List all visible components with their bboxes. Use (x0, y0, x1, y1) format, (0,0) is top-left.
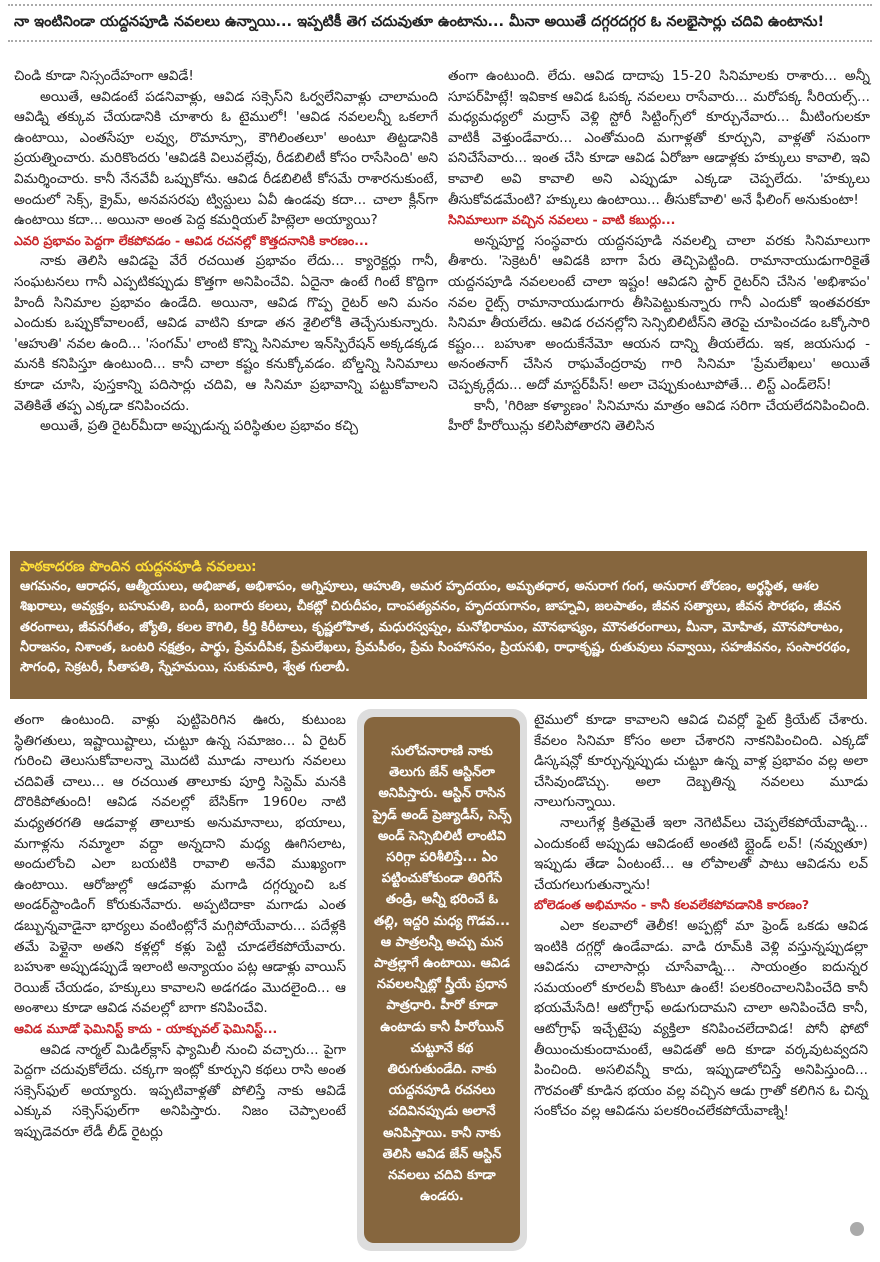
pull-quote-band (8, 4, 872, 42)
paragraph: అయితే, ప్రతి రైటర్‌మీదా అప్పుడున్న పరిస్థితుల ప్రభావం కచ్చి (40, 418, 358, 435)
subheading: సినిమాలుగా వచ్చిన నవలలు - వాటి కబుర్లు... (448, 212, 676, 228)
subheading: ఎవరి ప్రభావం పెద్దగా లేకపోవడం - ఆవిడ రచనల్లో కొత్తదనానికి కారణం... (14, 232, 369, 248)
article-column-2 (448, 66, 870, 437)
paragraph: నాకు తెలిసి ఆవిడపై వేరే రచయిత ప్రభావం లేదు... క్యారెక్టర్లు గానీ, సంఘటనలు గానీ ఎప్పటికప్పుడు కొత్తగా అనిపించేవి. ఏదైనా ఉంటే గింటే కొద్దిగా హిందీ సినిమాల ప్రభావం ఉండేది. అయినా, ఆవిడ గొప్ప రైటర్ అని మనం ఎందుకు ఒప్పుకోవాలంటే, ఆవిడ వాటిని కూడా తన శైలిలోకి తెచ్చేసుకున్నారు. 'ఆహుతి' నవల ఉంది... 'సంగమ్' లాంటి కొన్ని సినిమాల ఇన్‌స్పిరేషన్ అక్కడక్కడ మనకి కనిపిస్తూ ఉంటుంది... కానీ చాలా కష్టం కనుక్కోవడం. బోల్డన్ని సినిమాలు కూడా చూసి, పుస్తకాన్ని పదిసార్లు చదివి, ఆ సినిమా ప్రభావాన్ని పట్టుకోవాలని వెతికితే తప్ప ఎక్కడా కనిపించదు. (14, 253, 438, 414)
end-mark-icon (850, 1222, 864, 1236)
sidebar-quote-box (357, 709, 527, 1251)
article-column-3 (14, 710, 346, 1142)
sidebar-quote: సులోచనారాణి నాకు తెలుగు జేన్ ఆస్టిన్‌లా అనిపిస్తారు. ఆస్టిన్ రాసిన ప్రైడ్ అండ్ ప్రెజ్యుడీస్, సెన్స్ అండ్ సెన్సిబిలిటీ లాంటివి సరిగ్గా పరిశీలిస్తే... ఏం పట్టించుకోకుండా తిరిగేసే తండ్రి, అన్నీ భరించే ఓ తల్లి, ఇద్దరి మధ్య గొడవ... ఆ పాత్రలన్నీ అచ్చు మన పాత్రల్లాగే ఉంటాయి. ఆవిడ నవలలన్నీట్లో స్త్రీయే ప్రధాన పాత్రధారి. హీరో కూడా ఉంటాడు కానీ హీరోయిన్ చుట్టూనే కథ తిరుగుతుండేది. నాకు యద్దనపూడి రచనలు చదివినప్పుడు అలానే అనిపిస్తాయి. కానీ నాకు తెలిసి ఆవిడ జేన్ ఆస్టిన్ నవలలు చదివి కూడా ఉండరు. (364, 717, 520, 1243)
paragraph: నాలుగేళ్ల క్రితమైతే ఇలా నెగెటివ్‌లు చెప్పలేకపోయేవాడ్ని... ఎందుకంటే అప్పుడు ఆవిడంటే అంతటి బ్లైండ్ లవ్! (నవ్వుతూ) ఇప్పుడు తేడా ఏంటంటే... ఆ లోపాలతో పాటు ఆవిడను లవ్ చేయగలుగుతున్నాను! (534, 814, 868, 893)
paragraph: కానీ, 'గిరిజా కళ్యాణం' సినిమాను మాత్రం ఆవిడ సరిగా చేయలేదనిపించింది. హీరో హీరోయిన్లు కలిసిపోతారని తెలిసిన (448, 397, 870, 435)
paragraph: టైములో కూడా కావాలని ఆవిడ చివర్లో ఫైట్ క్రియేట్ చేశారు. కేవలం సినిమా కోసం అలా చేశారని నాకనిపించింది. ఎక్కడో డిస్కషన్లో కూర్చున్నప్పుడు చుట్టూ ఉన్న వాళ్ల ప్రభావం వల్ల అలా చేసివుండొచ్చు. అలా దెబ్బతిన్న నవలలు మూడు నాలుగున్నాయి. (534, 712, 868, 811)
novels-box-title: పాఠకాదరణ పొందిన యద్దనపూడి నవలలు: (20, 559, 257, 575)
paragraph: ఆవిడ నార్మల్ మిడిల్‌క్లాస్ ఫ్యామిలీ నుంచి వచ్చారు... పైగా పెద్దగా చదువుకోలేదు. చక్కగా ఇంట్లో కూర్చుని కథలు రాసి అంత సక్సెస్‌ఫుల్ అయ్యారు. ఇప్పటివాళ్లతో పోలిస్తే నాకు ఆవిడే ఎక్కువ సక్సెస్‌ఫుల్‌గా అనిపిస్తారు. నిజం చెప్పాలంటే ఇప్పుడెవరూ లేడీ లీడ్ రైటర్లు (14, 1041, 346, 1140)
paragraph: తంగా ఉంటుంది. వాళ్లు పుట్టిపెరిగిన ఊరు, కుటుంబ స్థితిగతులు, ఇష్టాయిష్టాలు, చుట్టూ ఉన్న సమాజం... ఏ రైటర్ గురించి తెలుసుకోవాలన్నా మొదటి మూడు నాలుగు నవలలు చదివితే చాలు... ఆ రచయిత తాలూకు పూర్తి సిస్టెమ్ మనకి దొరికిపోతుంది! ఆవిడ నవలల్లో బేసిక్‌గా 1960ల నాటి మధ్యతరగతి ఆడవాళ్ల తాలూకు అనుమానాలు, భయాలు, మగాళ్లను నమ్మాలా వద్దా అన్నదాని మధ్య ఊగిసలాట, అందులోంచి ఎలా బయటికి రావాలి అనేవి ముఖ్యంగా ఉంటాయి. ఆరోజుల్లో ఆడవాళ్లు మగాడి దగ్గర్నుంచి ఒక అండర్‌స్టాండింగ్ కోరుకునేవారు. అప్పటిదాకా మగాడు ఎంత డబ్బున్నవాడైనా భార్యలు వంటింట్లోనే మగ్గిపోయేవారు... పదేళ్లకి తమే పెళ్లైనా అతని కళ్లల్లో కళ్లు పెట్టి చూడలేకపోయేవారు. బహుశా అప్పుడప్పుడే ఇలాంటి అన్యాయం పట్ల ఆడాళ్లు వాయిస్ రెయిజ్ చేయడం, హక్కులు కావాలని అడగడం మొదలైంది... ఆ అంశాలు కూడా ఆవిడ నవలల్లో బాగా కనిపించేవి. (14, 712, 346, 1017)
article-column-1 (14, 66, 438, 437)
paragraph: తంగా ఉంటుంది. లేదు. ఆవిడ దాదాపు 15-20 సినిమాలకు రాశారు... అన్నీ సూపర్‌హిట్లే! ఇవికాక ఆవిడ ఓపక్క నవలలు రాసేవారు... మరోపక్క సీరియల్స్... మధ్యమధ్యలో మద్రాస్ వెళ్లి స్టోరీ సిట్టింగ్స్‌లో కూర్చునేవారు... మీటింగులకూ వాటికీ వెళ్తుండేవారు... ఎంతోమంది మగాళ్లతో కూర్చుని, వాళ్లతో సమంగా పనిచేసేవారు... ఇంత చేసి కూడా ఆవిడ ఏరోజూ ఆడాళ్లకు హక్కులు కావాలి, ఇవి కావాలి అవి కావాలి అని ఎప్పుడూ ఎక్కడా చెప్పలేదు. 'హక్కులు తీసుకోవడమేంటి? హక్కులు ఉంటాయి... తీసుకోవాలి' అనే ఫీలింగ్ అనుకుంటా! (448, 68, 870, 208)
paragraph: ఎలా కలవాలో తెలీక! అప్పట్లో మా ఫ్రెండ్ ఒకడు ఆవిడ ఇంటికి దగ్గర్లో ఉండేవాడు. వాడి రూమ్‌కి వెళ్లి వస్తున్నప్పుడల్లా ఆవిడను చాలాసార్లు చూసేవాడ్ని... సాయంత్రం ఐదున్నర సమయంలో కూరలవీ కొంటూ ఉంటే! పలకరించాలనిపించేది కానీ భయమేసేది! ఆటోగ్రాఫ్ అడుగుదామని చాలా అనిపించేది కానీ, ఆటోగ్రాఫ్ ఇచ్చేటైపు వ్యక్తిలా కనిపించలేదావిడ! పోనీ ఫోటో తీయించుకుందామంటే, ఆవిడతో అది కూడా వర్కవుటవ్వదని పించింది. అసలివన్నీ కాదు, ఇప్పుడాలోచిస్తే అనిపిస్తుంది... గౌరవంతో కూడిన భయం వల్ల వచ్చిన ఆడు గ్రాతో కలిగిన ఓ చిన్న సంకోచం వల్ల ఆవిడను పలకరించలేకపోయేవాణ్ని! (534, 917, 868, 1120)
paragraph: అన్నపూర్ణ సంస్థవారు యద్దనపూడి నవలల్ని చాలా వరకు సినిమాలుగా తీశారు. 'సెక్రెటరీ' ఆవిడకి బాగా పేరు తెచ్చిపెట్టింది. రామానాయుడుగారికైతే యద్దనపూడి నవలలంటే చాలా ఇష్టం! ఆవిడని స్టార్ రైటర్‌ని చేసిన 'అభిశాపం' నవల రైట్స్ రామానాయుడుగారు తీసిపెట్టుకున్నారు గానీ ఎందుకో ఇంతవరకూ సినిమా తీయలేదు. ఆవిడ రచనల్లోని సెన్సిబిలిటీస్‌ని తెరపై చూపించడం ఒక్కోసారి కష్టం... బహుశా అందుకేనేమో ఆయన దాన్ని తీయలేదు. ఇక, జయసుధ - అనంతనాగ్ చేసిన రాఘవేంద్రరావు గారి సినిమా 'ప్రేమలేఖలు' అయితే చెప్పక్కర్లేదు... అదో మాస్టర్‌పీస్! అలా చెప్పుకుంటూపోతే... లిస్ట్ ఎండ్‌లెస్! (448, 232, 870, 393)
article-column-4 (534, 710, 868, 1122)
subheading: బోలెడంత అభిమానం - కానీ కలవలేకపోవడానికి కారణం? (534, 897, 810, 913)
paragraph: అయితే, ఆవిడంటే పడనివాళ్లు, ఆవిడ సక్సెస్‌ని ఓర్వలేనివాళ్లు చాలామంది ఆవిడ్ని తక్కువ చేయడానికి చూశారు ఓ టైములో! 'ఆవిడ నవలలన్నీ ఒకలాగే ఉంటాయి, ఎంతసేపూ లవ్వు, రొమాన్సూ, కౌగిలింతలూ' అంటూ తిట్టడానికి ప్రయత్నించారు. మరికొందరు 'ఆవిడకి విలువల్లేవు, రీడబిలిటీ కోసం రాసేసింది' అని విమర్శించారు. కానీ నేనవేవీ ఒప్పుకోను. ఆవిడ రీడబిలిటీ కోసమే రాశారనుకుంటే, అందులో సెక్స్, క్రైమ్, అనవసరపు ట్విస్టులు ఏవీ ఉండవు కదా... చాలా క్లీన్‌గా ఉంటాయి కదా... అయినా అంత పెద్ద కమర్షియల్ హిట్లెలా అయ్యాయి? (14, 88, 438, 229)
popular-novels-box (10, 551, 867, 699)
novels-list: ఆగమనం, ఆరాధన, ఆత్మీయులు, అభిజాత, అభిశాపం, అగ్నిపూలు, ఆహుతి, అమర హృదయం, అమృతధార, అనురాగ గంగ, అనురాగ తోరణం, అర్థస్థిత, ఆశల శిఖరాలు, అవ్యక్తం, బహుమతి, బందీ, బంగారు కలలు, చీకట్లో చిరుదీపం, దాంపత్యవనం, హృదయగానం, జాహ్నవి, జలపాతం, జీవన సత్యాలు, జీవన సౌరభం, జీవన తరంగాలు, జీవనగీతం, జ్యోతి, కలల కౌగిలి, కీర్తి కిరీటాలు, కృష్ణలోహిత, మధురస్వప్నం, మనోభిరామం, మౌనభాష్యం, మౌనతరంగాలు, మీనా, మోహిత, మౌనపోరాటం, నీరాజనం, నిశాంత, ఒంటరి నక్షత్రం, పార్థు, ప్రేమదీపిక, ప్రేమలేఖలు, ప్రేమపీఠం, ప్రేమ సింహాసనం, ప్రియసఖి, రాధాకృష్ణ, రుతువులు నవ్వాయి, సహజీవనం, సంసారరథం, సౌగంధి, సెక్రటరీ, సీతాపతి, స్నేహమయి, సుకుమారి, శ్వేత గులాబీ. (20, 579, 851, 676)
paragraph: చిండి కూడా నిస్సందేహంగా ఆవిడే! (14, 68, 194, 84)
pull-quote: నా ఇంటినిండా యద్దనపూడి నవలలు ఉన్నాయి... ఇప్పటికీ తెగ చదువుతూ ఉంటాను... మీనా అయితే దగ్గరదగ్గర ఓ నలభైసార్లు చదివి ఉంటాను! (14, 14, 825, 30)
subheading: ఆవిడ మూడో ఫెమినిస్ట్ కాదు - యాక్చువల్ ఫెమినిస్ట్... (14, 1020, 278, 1036)
